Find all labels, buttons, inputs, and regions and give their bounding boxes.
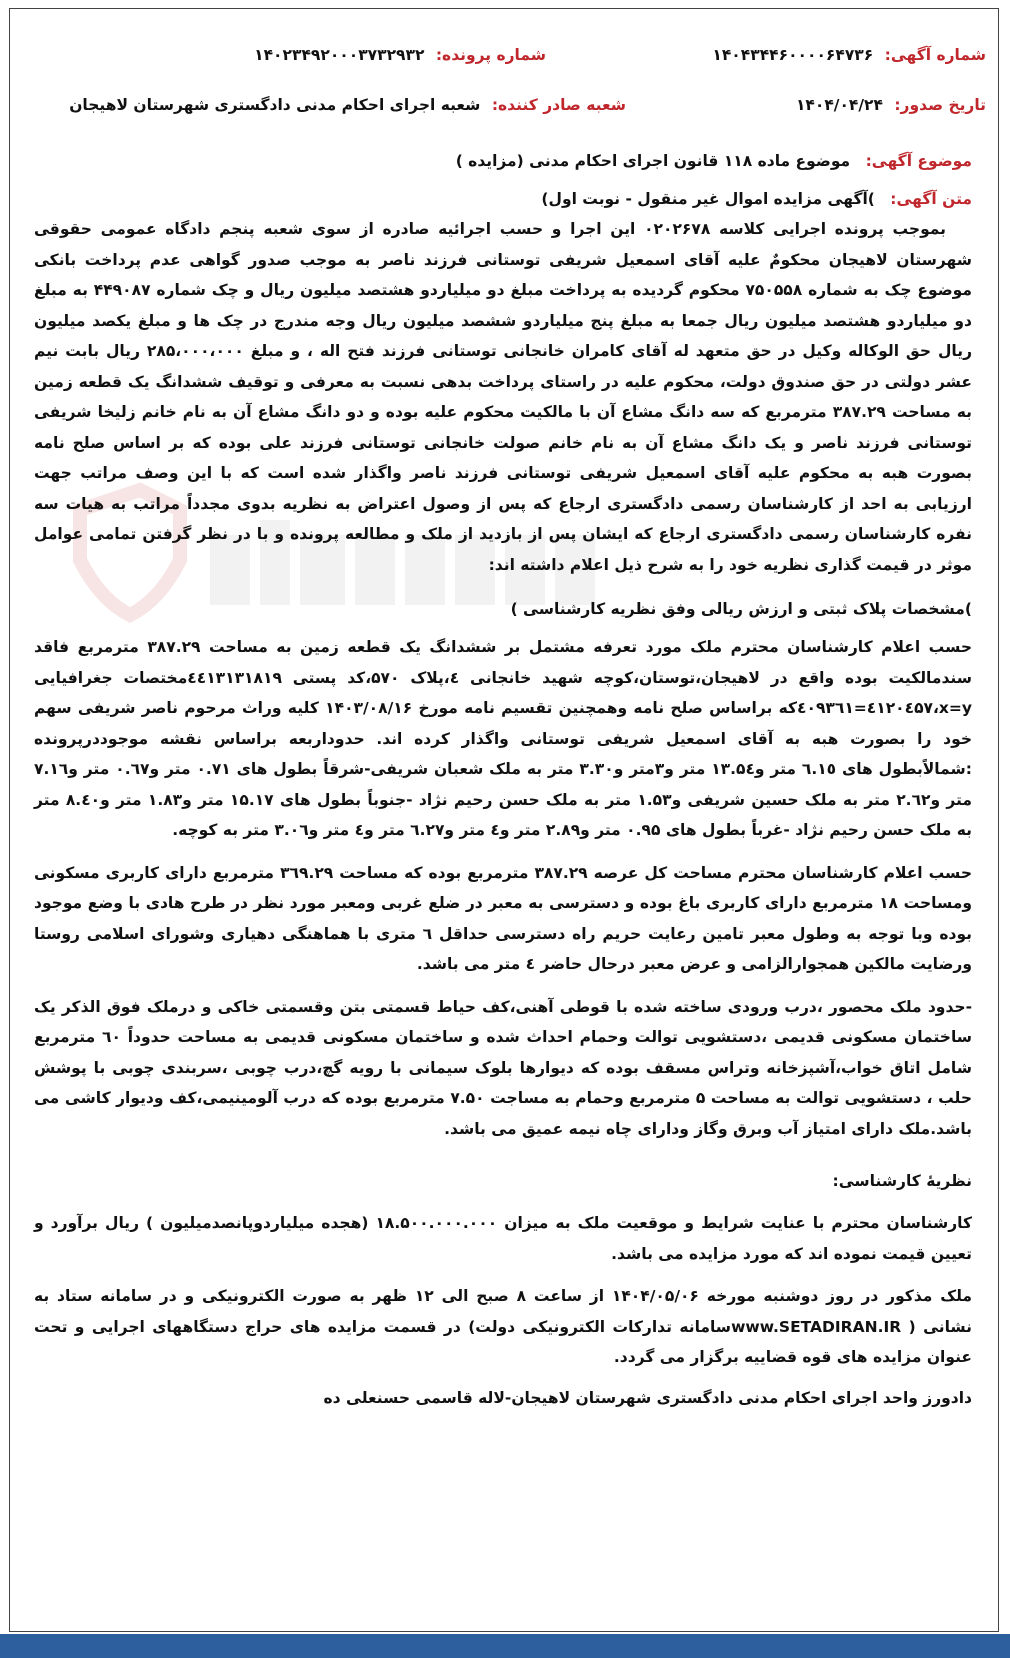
- opinion-heading: نظریهٔ کارشناسی:: [832, 1172, 972, 1190]
- intro-paragraph: بموجب پرونده اجرایی کلاسه ۰۲۰۲۶۷۸ این اجرا و حسب اجرائیه صادره از سوی شعبه پنجم دادگاه عمومی حقوقی شهرستان لاهیجان محکومٌ علیه آقای اسمعیل شریفی توستانی فرزند ناصر به موجب صدور گواهی عدم پرداخت بانکی موضوع چک به شماره ۷۵۰۵۵۸ محکوم گردیده به پرداخت مبلغ دو میلیاردو هشتصد میلیون ریال و چک شماره ۴۴۹۰۸۷ به مبلغ دو میلیاردو هشتصد میلیون ریال جمعا به مبلغ پنج میلیاردو ششصد میلیون ریال وجه مندرج در چک ها و مبلغ یکصد میلیون ریال حق الوکاله وکیل در حق متعهد له آقای کامران خانجانی توستانی فرزند فتح اله ، و مبلغ ۲۸۵،۰۰۰،۰۰۰ ریال بابت نیم عشر دولتی در حق صندوق دولت، محکوم علیه در راستای پرداخت بدهی نسبت به معرفی و توقیف ششدانگ یک قطعه زمین به مساحت ۳۸۷.۲۹ مترمربع که سه دانگ مشاع آن با مالکیت محکوم علیه بوده و دو دانگ مشاع آن به نام خانم زلیخا شریفی توستانی فرزند ناصر و یک دانگ مشاع آن به نام خانم صولت خانجانی توستانی فرزند علی بوده که بر اساس صلح نامه بصورت هبه به محکوم علیه آقای اسمعیل شریفی توستانی فرزند ناصر واگذار شده است که با این وصف مراتب جهت ارزیابی به احد از کارشناسان رسمی دادگستری ارجاع که پس از وصول اعتراض به نظریه بدوی مجدداً مراتب به هیات سه نفره کارشناسان رسمی دادگستری ارجاع که ایشان پس از بازدید از ملک و مطالعه پرونده و با در نظر گرفتن تمامی عوامل موثر در قیمت گذاری نظریه خود را به شرح ذیل اعلام داشته اند:: [34, 220, 972, 574]
- subject-value: موضوع ماده ۱۱۸ قانون اجرای احکام مدنی (مزایده ): [455, 152, 851, 170]
- issue-date: [686, 96, 986, 114]
- ad-number: [686, 46, 986, 64]
- opinion-paragraph: کارشناسان محترم با عنایت شرایط و موقعیت ملک به میزان ۱۸.۵۰۰.۰۰۰.۰۰۰ (هجده میلیاردوپانصدمیلیون ) ریال برآورد و تعیین قیمت نموده اند که مورد مزایده می باشد.: [34, 1214, 972, 1263]
- issuer-label: شعبه صادر کننده:: [491, 96, 626, 114]
- case-number: [30, 46, 686, 64]
- auction-paragraph: ملک مذکور در روز دوشنبه مورخه ۱۴۰۴/۰۵/۰۶ از ساعت ۸ صبح الی ۱۲ ظهر به صورت الکترونیکی و در سامانه ستاد به نشانی ( www.SETADIRAN.IRسامانه تدارکات الکترونیکی دولت) در قسمت مزایده های حراج دستگاههای اجرایی و تحت عنوان مزایده های قوه قضاییه برگزار می گردد.: [34, 1287, 973, 1366]
- ad-number-value: ۱۴۰۴۳۴۴۶۰۰۰۰۶۴۷۳۶: [712, 46, 874, 64]
- bottom-bar: [0, 1634, 1010, 1658]
- issuer: [30, 96, 686, 114]
- signature: دادورز واحد اجرای احکام مدنی دادگستری شهرستان لاهیجان-لاله قاسمی حسنعلی ده: [323, 1388, 972, 1407]
- subject: [30, 152, 986, 170]
- notice-content: [30, 40, 986, 1618]
- ad-number-label: شماره آگهی:: [884, 46, 986, 64]
- location-paragraph: حسب اعلام کارشناسان محترم ملک مورد تعرفه مشتمل بر ششدانگ یک قطعه زمین به مساحت ۳۸۷.۲۹ مترمربع فاقد سندمالکیت بوده واقع در لاهیجان،توستان،کوچه شهید خانجانی ٤،پلاک ۵۷۰،کد پستی ٤٤١٣١٣١٨١٩مختصات جغرافیایی y=٤١٢٠٤۵۷،x=٤٠٩٣٦١که براساس صلح نامه وهمچنین تقسیم نامه مورخ ۱۴۰۳/۰۸/۱۶ کلیه وراث مرحوم ناصر شریفی سهم خود را بصورت هبه به آقای اسمعیل شریفی توستانی واگذار کرده اند. حدوداربعه براساس نقشه موجوددرپرونده :شمالاًبطول های ٦.١٥ متر و١٣.۵٤ متر و٣متر و٣.٣٠ متر به ملک شعبان شریفی-شرقاً بطول های ٠.٧١ متر و٠.٦٧ متر و٧.١٦ متر و٢.٦٢ متر به ملک حسین شریفی و١.۵٣ متر به ملک حسن رحیم نژاد -جنوباً بطول های ١۵.١٧ متر و١.٨٣ متر و٨.٤٠ متر به ملک حسن رحیم نژاد -غرباً بطول های ٠.٩۵ متر و٢.٨٩ متر و٤ متر و٦.٢٧ متر و٤ متر و٣.٠٦ متر به کوچه.: [34, 638, 973, 839]
- building-paragraph: -حدود ملک محصور ،درب ورودی ساخته شده با قوطی آهنی،کف حیاط قسمتی بتن وقسمتی خاکی و درملک فوق الذکر یک ساختمان مسکونی قدیمی ،دستشویی توالت وحمام احداث شده و ساختمان مسکونی قدیمی به مساحت حدوداً ٦٠ مترمربع شامل اتاق خواب،آشپزخانه وتراس مسقف بوده که دیوارها بلوک سیمانی با رویه گچ،درب چوبی ،سربندی چوبی با پوشش حلب ، دستشویی توالت به مساحت ۵ مترمربع وحمام به مساجت ٧.۵٠ مترمربع بوده که درب آلومینیمی،کف ودیوار کاشی می باشد.ملک دارای امتیاز آب وبرق وگاز ودارای چاه نیمه عمیق می باشد.: [34, 997, 973, 1138]
- notice-title-value: )آگهی مزایده اموال غیر منقول - نوبت اول): [541, 190, 875, 208]
- plate-heading: )مشخصات پلاک ثبتی و ارزش ریالی وفق نظریه کارشناسی ): [510, 600, 972, 618]
- issue-date-label: تاریخ صدور:: [894, 96, 986, 114]
- subject-label: موضوع آگهی:: [865, 152, 972, 170]
- notice-label: متن آگهی:: [890, 190, 972, 208]
- issue-date-value: ۱۴۰۴/۰۴/۲۴: [795, 96, 883, 114]
- header-row-2: [30, 90, 986, 120]
- case-number-label: شماره پرونده:: [435, 46, 546, 64]
- issuer-value: شعبه اجرای احکام مدنی دادگستری شهرستان لاهیجان: [69, 96, 481, 114]
- header-row-1: [30, 40, 986, 70]
- case-number-value: ۱۴۰۲۳۴۹۲۰۰۰۳۷۳۲۹۳۲: [254, 46, 425, 64]
- area-paragraph: حسب اعلام کارشناسان محترم مساحت کل عرصه ۳۸۷.۲۹ مترمربع بوده که مساحت ٣٦٩.٢٩ مترمربع دارای کاربری مسکونی ومساحت ١٨ مترمربع دارای کاربری باغ بوده و دسترسی به معبر در ضلع غربی ومعبر مورد نظر در طرح هادی با وضع موجود بوده وبا توجه به وطول معبر تامین رعایت حریم راه دسترسی حداقل ٦ متری با هماهنگی دهیاری وشورای اسلامی روستا ورضایت مالکین همجوارالزامی و عرض معبر درحال حاضر ٤ متر می باشد.: [34, 863, 972, 973]
- notice-title: [30, 190, 986, 208]
